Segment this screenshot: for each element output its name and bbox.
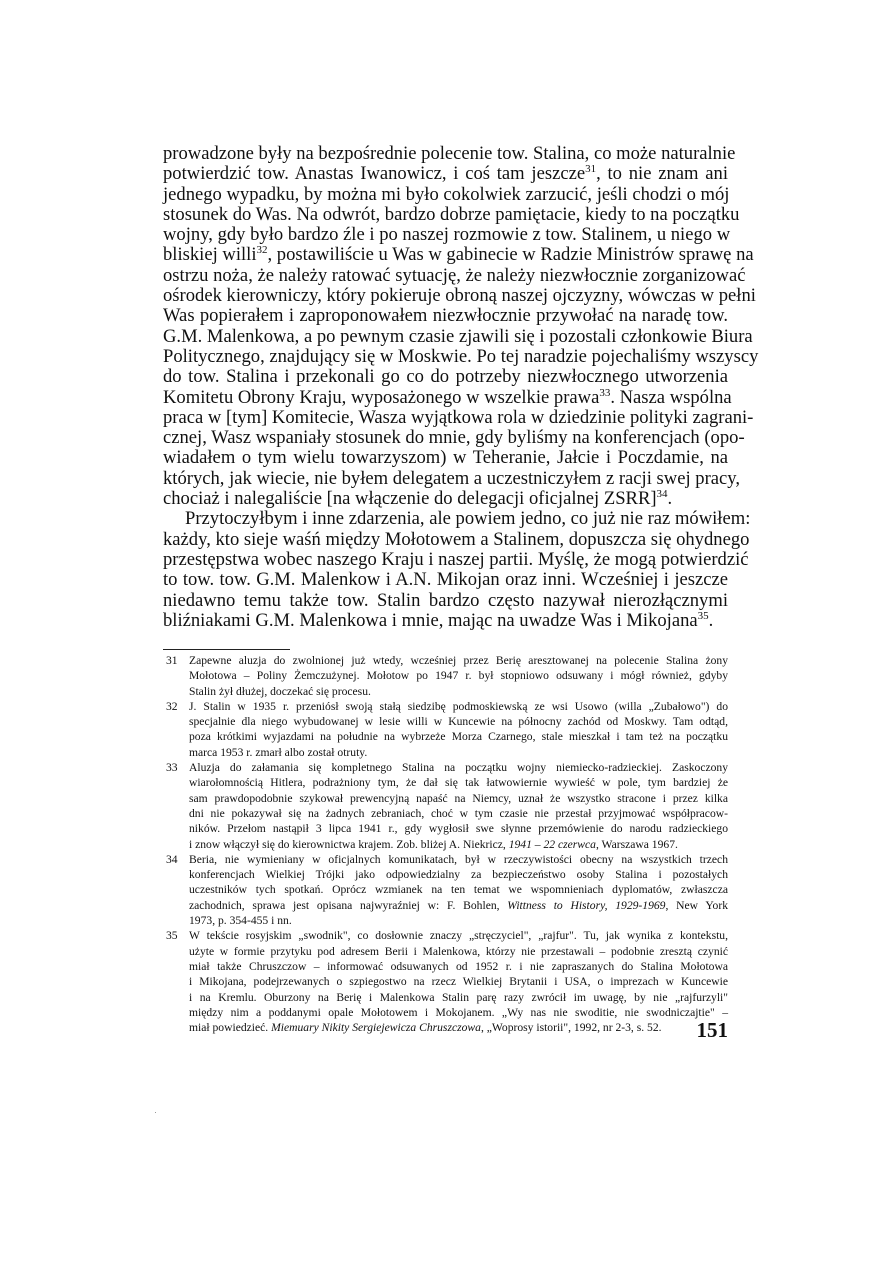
text-line (163, 224, 731, 246)
text-run: ostrzu noża, że należy ratować sytuację, że należy niezwłocznie zorganizować (163, 264, 746, 286)
text-run: prowadzone były na bezpośrednie polecenie tow. Stalina, co może naturalnie (163, 143, 736, 164)
text-line (163, 528, 750, 550)
text-run: Aluzja do załamania się kompletnego Stalina na początku wojny niemiecko-radzieckiej. Zaskoczony (189, 761, 728, 775)
text-run: wiadałem o tym wielu towarzyszom) w Teheranie, Jałcie i Poczdamie, na (163, 447, 728, 469)
footnote-line (189, 1005, 728, 1020)
text-run: bliskiej willi (163, 244, 257, 266)
footnote-line (189, 882, 728, 897)
text-run: uczestników tych spotkań. Oprócz wzmianek na ten temat we wspomnieniach dyplomatów, zwłaszcza (189, 883, 728, 897)
text-run: Przytoczyłbym i inne zdarzenia, ale powiem jedno, co już nie raz mówiłem: (185, 508, 751, 530)
text-run: , „Woprosy istorii", 1992, nr 2-3, s. 52. (480, 1021, 662, 1035)
text-run: Zapewne aluzja do zwolnionej już wtedy, wcześniej przez Berię aresztowanej na polecenie Stalina żony (189, 654, 728, 667)
text-line (163, 306, 728, 326)
footnote-separator (163, 649, 290, 650)
page-number: 151 (696, 1018, 728, 1042)
footnote-line (189, 867, 728, 882)
text-line (163, 164, 728, 184)
footnote-line (189, 729, 728, 744)
footnote-line (189, 928, 728, 943)
text-run: . (667, 488, 673, 510)
footnote-number: 35 (166, 929, 178, 943)
footnote-line (189, 974, 728, 989)
footnote-line (189, 668, 728, 683)
text-run: W tekście rosyjskim „swodnik", co dosłownie znaczy „stręczyciel", „rajfur". Tu, jak wynika z kontekstu, (189, 929, 728, 943)
footnote-line (189, 791, 728, 806)
text-line (163, 325, 753, 347)
text-line (163, 345, 759, 367)
text-run: każdy, kto sieje waśń między Mołotowem a Stalinem, dopuszcza się ohydnego (163, 528, 750, 550)
footnote-number: 32 (166, 699, 178, 713)
footnote-line (189, 775, 728, 790)
footnote-line (189, 990, 728, 1005)
text-run: Stalin żył dłużej, doczekać się procesu. (189, 684, 371, 698)
text-run: , to nie znam ani (596, 163, 728, 185)
footnote-ref: 34 (656, 488, 668, 501)
text-line (163, 406, 754, 428)
text-run: ników. Przełom nastąpił 3 lipca 1941 r., gdy wygłosił swe słynne przemówienie do narodu radzieckiego (189, 822, 728, 836)
text-run: Komitetu Obrony Kraju, wyposażonego w wszelkie prawa (163, 386, 600, 408)
text-line (163, 489, 728, 509)
footnote (166, 760, 728, 852)
text-run: niedawno temu także tow. Stalin bardzo często nazywał nierozłącznymi (163, 589, 728, 611)
italic-title: Miemuary Nikity Sergiejewicza Chruszczowa (271, 1021, 481, 1035)
footnote-line (189, 745, 728, 760)
text-run: chociaż i nalegaliście [na włączenie do delegacji oficjalnej ZSRR] (163, 488, 657, 510)
text-line (163, 143, 736, 164)
footnote-line (189, 699, 728, 714)
text-line (163, 591, 728, 611)
footnote-line (189, 806, 728, 821)
text-run: jednego wypadku, by można mi było cokolwiek zarzucić, jeśli chodzi o mój (163, 183, 730, 205)
text-run: dni nie pokazywał się na żadnych zebraniach, choć w tym czasie nie przestał przyjmować współpracow- (189, 806, 728, 820)
text-run: między nim a poddanymi opale Mołotowem i Mokojanem. „Wy nas nie swoditie, nie swodniczajtie" – (189, 1005, 728, 1019)
footnote-line (189, 714, 728, 729)
main-text (163, 143, 759, 631)
text-line (163, 448, 728, 468)
text-run: Politycznego, znajdujący się w Moskwie. Po tej naradzie pojechaliśmy wszyscy (163, 345, 759, 367)
footnotes (166, 653, 728, 1035)
text-run: marca 1953 r. zmarł albo został otruty. (189, 745, 368, 759)
text-line (163, 611, 728, 631)
footnote-line (189, 959, 728, 974)
text-run: wojny, gdy było bardzo źle i po naszej rozmowie z tow. Stalinem, u niego w (163, 224, 731, 246)
footnote-ref: 31 (585, 163, 597, 176)
text-line (163, 386, 732, 408)
text-line (163, 427, 745, 449)
scan-speck (155, 1112, 156, 1113)
footnote-number: 31 (166, 654, 178, 667)
text-run: sam prawdopodobnie szykował prewencyjną napaść na Niemcy, uznał że wszystko stracone i przez kilka (189, 791, 728, 805)
text-run: bliźniakami G.M. Malenkowa i mnie, mając na uwadze Was i Mikojana (163, 609, 698, 631)
text-line (163, 244, 754, 266)
text-run: to tow. tow. G.M. Malenkow i A.N. Mikojan oraz inni. Wcześniej i jeszcze (163, 569, 728, 591)
text-line (163, 508, 751, 530)
text-run: praca w [tym] Komitecie, Wasza wyjątkowa rola w dziedzinie polityki zagrani- (163, 406, 754, 428)
footnote-ref: 33 (599, 386, 611, 399)
footnote-ref: 35 (697, 609, 709, 622)
footnote-line (189, 913, 728, 928)
footnote-line (189, 837, 728, 852)
text-run: i na Kremlu. Oburzony na Berię i Malenkowa Stalin parę razy zwrócił im uwagę, by nie „rajfurzyli" (189, 990, 728, 1004)
text-run: Was popierałem i zaproponowałem niezwłocznie przywołać na naradę tow. (163, 305, 728, 327)
text-run: . Nasza wspólna (610, 386, 732, 408)
text-line (163, 203, 740, 225)
text-run: poza krótkimi wyjazdami na południe na wybrzeże Morza Czarnego, stale mieszkał i tam też na początku (189, 730, 728, 744)
text-run: użyte w formie przytyku pod adresem Berii i Malenkowa, którzy nie przestawali – podobnie zresztą czynić (189, 944, 728, 958)
text-run: konferencjach Wielkiej Trójki jako odpowiedzialny za bezpieczeństwo osoby Stalina i pozostałych (189, 868, 728, 882)
text-run: których, jak wiecie, nie byłem delegatem a uczestniczyłem z racji swej pracy, (163, 467, 741, 489)
text-run: J. Stalin w 1935 r. przeniósł swoją stałą siedzibę podmoskiewską ze wsi Usowo (willa „Zubałowo") do (189, 699, 728, 713)
text-run: do tow. Stalina i przekonali go co do potrzeby niezwłocznego utworzenia (163, 366, 728, 388)
footnote-number: 33 (166, 761, 178, 775)
text-line (163, 467, 741, 489)
italic-title: 1941 – 22 czerwca (508, 837, 596, 851)
text-run: G.M. Malenkowa, a po pewnym czasie zjawili się i pozostali członkowie Biura (163, 325, 753, 347)
text-run: 1973, p. 354-455 i nn. (189, 914, 292, 928)
footnote-number: 34 (166, 852, 178, 866)
text-run: i Mikojana, podejrzewanych o szpiegostwo na rzecz Wielkiej Brytanii i USA, o imprezach w Kuncewie (189, 975, 728, 989)
footnote-line (189, 898, 728, 913)
text-run: ośrodek kierowniczy, który pokieruje obroną naszej ojczyzny, wówczas w pełni (163, 285, 756, 307)
footnote-line (189, 684, 728, 699)
text-line (163, 367, 728, 387)
footnote-line (189, 944, 728, 959)
italic-title: Wittness to History, 1929-1969 (507, 898, 666, 912)
text-line (163, 285, 756, 307)
text-run: , New York (665, 898, 729, 912)
footnote-line (189, 852, 728, 867)
text-run: miał powiedzieć. (189, 1021, 272, 1035)
footnote (166, 653, 728, 699)
text-run: cznej, Wasz wspaniały stosunek do mnie, gdy byliśmy na konferencjach (opo- (163, 427, 745, 449)
footnote-line (189, 653, 728, 668)
footnote (166, 699, 728, 760)
text-run: zachodnich, sprawa jest opisana najwyraźniej w: F. Bohlen, (189, 898, 508, 912)
text-run: wiarołomnością Hitlera, podrażniony tym, że dał się tak łatwowiernie wywieść w pole, tym bardziej że (189, 776, 728, 790)
text-line (163, 264, 746, 286)
text-run: Mołotowa – Poliny Żemczużynej. Mołotow po 1947 r. był stopniowo odsuwany i mógł również, gdyby (189, 669, 728, 683)
footnote (166, 928, 728, 1035)
text-run: . (708, 609, 714, 631)
footnote-line (189, 760, 728, 775)
text-line (163, 570, 728, 590)
text-run: przestępstwa wobec naszego Kraju i naszej partii. Myślę, że mogą potwierdzić (163, 548, 749, 570)
text-line (163, 185, 728, 205)
footnote-line (189, 1020, 728, 1035)
text-run: stosunek do Was. Na odwrót, bardzo dobrze pamiętacie, kiedy to na początku (163, 203, 740, 225)
footnote-line (189, 821, 728, 836)
text-run: specjalnie dla niego wybudowanej w lesie willi w Kuncewie na północny zachód od Moskwy. Tam odtąd, (189, 715, 728, 729)
text-run: miał także Chruszczow – informować odsuwanych od 1952 r. i nie zapraszanych do Stalina Mołotowa (189, 959, 728, 973)
text-run: Beria, nie wymieniany w oficjalnych komunikatach, był w rzeczywistości obecny na wszystkich trzech (189, 852, 728, 866)
text-run: i znow włączył się do kierownictwa krajem. Zob. bliżej A. Niekricz, (189, 837, 509, 851)
footnote (166, 852, 728, 928)
text-run: potwierdzić tow. Anastas Iwanowicz, i coś tam jeszcze (163, 163, 586, 185)
text-run: , Warszawa 1967. (595, 837, 678, 851)
text-line (163, 548, 749, 570)
text-run: , postawiliście u Was w gabinecie w Radzie Ministrów sprawę na (267, 244, 754, 266)
footnote-ref: 32 (256, 244, 268, 257)
